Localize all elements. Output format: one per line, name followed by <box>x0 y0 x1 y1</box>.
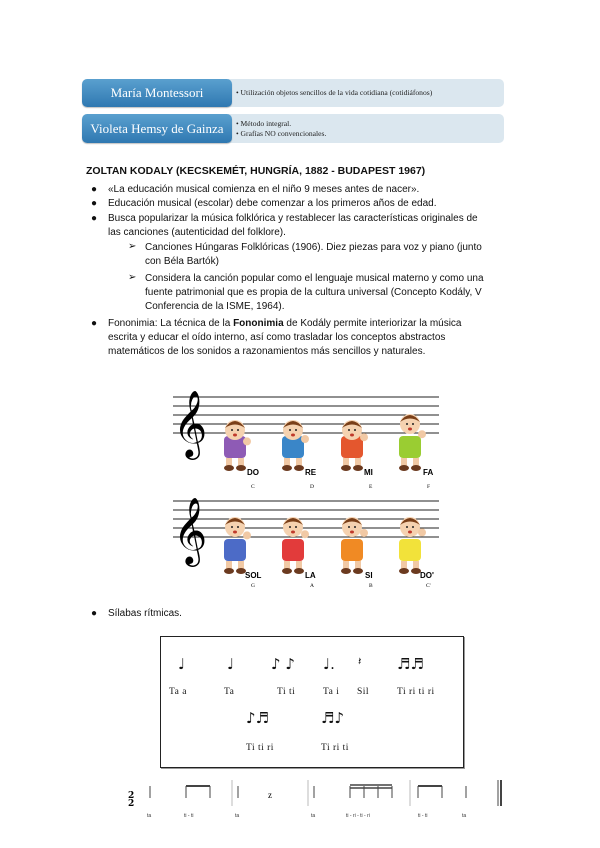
note-letter: C <box>251 484 255 490</box>
sub-bullet-text: fuente patrimonial que es propia de la cultura universal (Concepto Kodály, V <box>145 287 482 298</box>
dotted-quarter-icon: ♩. <box>323 655 335 673</box>
rhythm-syllable: Ti ri ti ri <box>397 687 435 697</box>
bullet-dot: ● <box>91 184 98 195</box>
sixteenth-notes-icon: ♬♬ <box>397 655 424 673</box>
bullet-text: Educación musical (escolar) debe comenzar a los primeros años de edad. <box>108 198 437 209</box>
bold-term: Fononimia <box>233 318 284 329</box>
sub-bullet-text: Canciones Húngaras Folklóricas (1906). Diez piezas para voz y piano (junto <box>145 242 482 253</box>
strip-label: ti - ri - ti - ri <box>346 813 370 819</box>
child-figure <box>224 517 251 574</box>
child-figure <box>224 420 251 471</box>
rest-icon: 𝄽 <box>358 655 362 668</box>
sub-bullet-text: Conferencia de la ISME, 1964). <box>145 301 285 312</box>
bullet-dot: ● <box>91 198 98 209</box>
sub-bullet-text: con Béla Bartók) <box>145 256 219 267</box>
strip-label: ta <box>462 813 467 819</box>
rhythm-syllables-box <box>160 636 464 768</box>
pedagogue-description: • Método integral. • Grafías NO convencionales. <box>228 114 504 143</box>
solfege-syllable: DO <box>247 468 259 477</box>
child-figure <box>282 420 309 471</box>
staff-top <box>173 397 439 433</box>
rhythm-notation-strip <box>128 776 506 822</box>
solfege-syllable: MI <box>364 468 373 477</box>
rhythm-syllable: Ti ri ti <box>321 743 349 753</box>
rhythm-syllable: Ta a <box>169 687 187 697</box>
bullet-dot: ● <box>91 608 98 619</box>
rhythm-syllable: Ta <box>224 687 235 697</box>
solfege-syllable: RE <box>305 468 317 477</box>
strip-label: ta <box>147 813 152 819</box>
sub-bullet-arrow: ➢ <box>128 241 137 252</box>
singing-children <box>224 414 426 574</box>
note-letter: B <box>369 583 373 589</box>
strip-label: ta <box>311 813 316 819</box>
solfege-syllable: SOL <box>245 571 262 580</box>
pedagogue-name: Violeta Hemsy de Gainza <box>82 114 232 143</box>
solfege-syllable: FA <box>423 468 434 477</box>
solfege-labels-top <box>247 468 433 490</box>
bullet-text: matemáticos de los sonidos a razonamientos más sencillos y naturales. <box>108 346 426 357</box>
fononimia-illustration <box>165 375 445 590</box>
rhythm-syllable: Ti ti ri <box>246 743 274 753</box>
child-figure <box>341 517 368 574</box>
section-heading: ZOLTAN KODALY (KECSKEMÉT, HUNGRÍA, 1882 - BUDAPEST 1967) <box>86 165 426 177</box>
strip-label: ti - ti <box>184 813 194 819</box>
strip-label: ta <box>235 813 240 819</box>
rhythm-syllable: Ta i <box>323 687 340 697</box>
sixteenths-eighth-icon: ♬♪ <box>321 709 345 727</box>
note-letter: A <box>310 583 314 589</box>
sub-bullet-arrow: ➢ <box>128 272 137 283</box>
note-letter: G <box>251 583 255 589</box>
pedagogue-hemsy <box>82 114 504 143</box>
solfege-syllable: SI <box>365 571 373 580</box>
solfege-syllable: DO' <box>420 571 434 580</box>
bullet-text: Fononimia: La técnica de la Fononimia de Kodály permite interiorizar la música <box>108 318 462 329</box>
rhythm-bars <box>128 776 506 812</box>
bullet-dot: ● <box>91 318 98 329</box>
bullet-text: escrita y educar el oído interno, así como trasladar los conceptos abstractos <box>108 332 446 343</box>
pedagogue-montessori <box>82 79 504 107</box>
quarter-note-icon: ♩ <box>178 655 186 673</box>
eighth-notes-icon: ♪ ♪ <box>271 655 295 673</box>
treble-clef-icon: 𝄞 <box>173 389 208 457</box>
note-letter: C' <box>426 583 431 589</box>
eighth-sixteenths-icon: ♪♬ <box>246 709 270 727</box>
bullet-dot: ● <box>91 213 98 224</box>
sub-bullet-text: Considera la canción popular como el lenguaje musical materno y como una <box>145 273 484 284</box>
child-figure <box>399 414 426 471</box>
treble-clef-icon: 𝄞 <box>173 496 208 564</box>
bullet-text: Busca popularizar la música folklórica y restablecer las características originales de <box>108 213 478 224</box>
rest-icon: z <box>268 790 272 800</box>
strip-label: ti - ti <box>418 813 428 819</box>
note-letter: F <box>427 484 431 490</box>
child-figure <box>282 517 309 574</box>
note-letter: E <box>369 484 373 490</box>
rhythm-syllable: Sil <box>357 687 370 697</box>
bullet-text: las canciones (autenticidad del folklore). <box>108 227 286 238</box>
rhythm-syllable: Ti ti <box>277 687 296 697</box>
child-figure <box>399 517 426 574</box>
pedagogue-name: María Montessori <box>82 79 232 107</box>
bullet-text: «La educación musical comienza en el niño 9 meses antes de nacer». <box>108 184 420 195</box>
quarter-note-icon: ♩ <box>227 655 235 673</box>
pedagogue-description: • Utilización objetos sencillos de la vida cotidiana (cotidiáfonos) <box>228 79 504 107</box>
child-figure <box>341 420 368 471</box>
bullet-text: Sílabas rítmicas. <box>108 608 182 619</box>
time-signature: 2 <box>128 799 135 809</box>
time-signature: 2 <box>128 791 135 801</box>
solfege-syllable: LA <box>305 571 316 580</box>
note-letter: D <box>310 484 314 490</box>
